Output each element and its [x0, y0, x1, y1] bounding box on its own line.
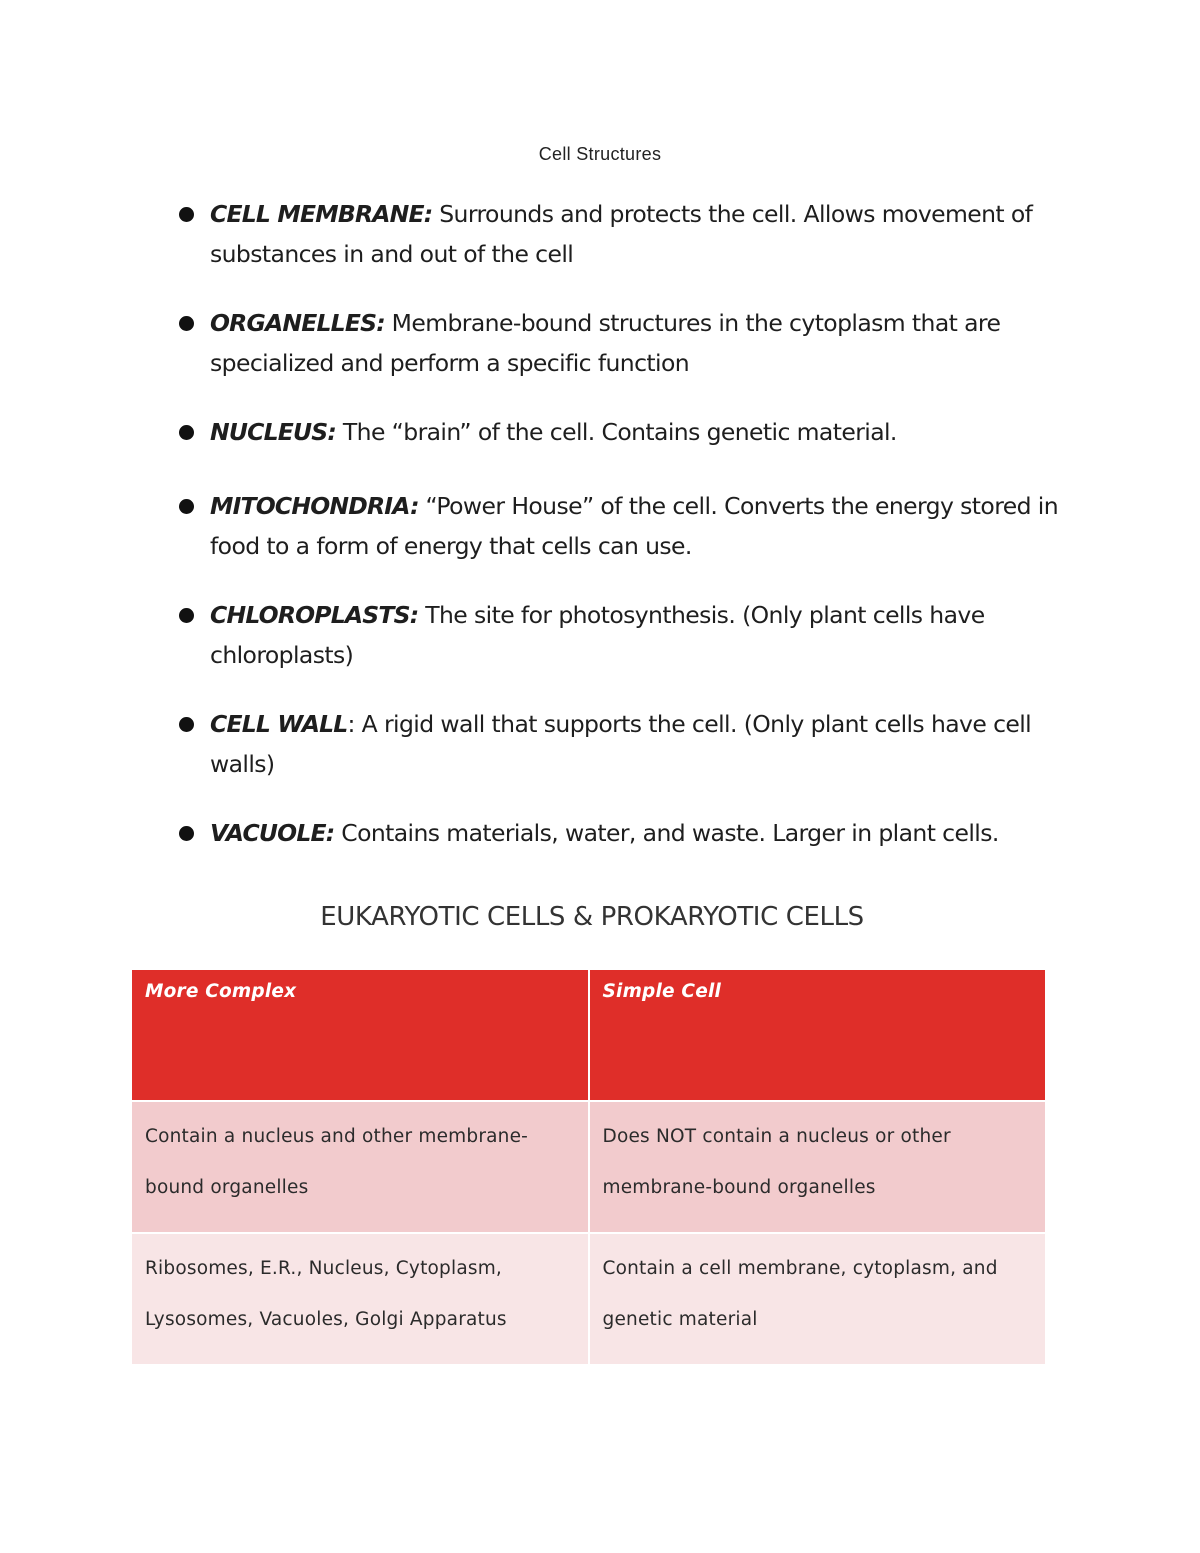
- list-item: [176, 194, 1076, 274]
- table-cell: Does NOT contain a nucleus or other membrane-bound organelles: [589, 1101, 1047, 1233]
- bullet-icon: [179, 499, 194, 514]
- bullet-icon: [179, 717, 194, 732]
- table-header-cell: Simple Cell: [589, 969, 1047, 1101]
- term-definition: Surrounds and protects the cell. Allows movement of substances in and out of the cell: [210, 200, 1033, 268]
- bullet-icon: [179, 316, 194, 331]
- term-name: ORGANELLES:: [210, 309, 385, 337]
- comparison-table: [130, 968, 1047, 1366]
- table-header-row: [131, 969, 1046, 1101]
- table-header-cell: More Complex: [131, 969, 589, 1101]
- term-definition: The “brain” of the cell. Contains genetic material.: [336, 418, 897, 446]
- term-name: NUCLEUS:: [210, 418, 337, 446]
- term-definition: : A rigid wall that supports the cell. (Only plant cells have cell walls): [210, 710, 1032, 778]
- table-cell: Contain a nucleus and other membrane-bound organelles: [131, 1101, 589, 1233]
- list-item: [176, 595, 1076, 675]
- table-heading: EUKARYOTIC CELLS & PROKARYOTIC CELLS: [320, 902, 864, 932]
- list-item: [176, 303, 1076, 383]
- term-name: CELL MEMBRANE:: [210, 200, 433, 228]
- term-definition: The site for photosynthesis. (Only plant cells have chloroplasts): [210, 601, 985, 669]
- list-item: [176, 486, 1076, 566]
- term-definition: “Power House” of the cell. Converts the energy stored in food to a form of energy that cells can use.: [210, 492, 1059, 560]
- list-item: [176, 412, 1076, 452]
- table-row: [131, 1233, 1046, 1365]
- table-cell: Contain a cell membrane, cytoplasm, and genetic material: [589, 1233, 1047, 1365]
- term-name: MITOCHONDRIA:: [210, 492, 419, 520]
- bullet-icon: [179, 425, 194, 440]
- bullet-icon: [179, 608, 194, 623]
- cell-structure-list: [176, 194, 1076, 882]
- document-title: Cell Structures: [538, 144, 662, 164]
- term-name: CELL WALL: [210, 710, 348, 738]
- term-definition: Contains materials, water, and waste. Larger in plant cells.: [334, 819, 999, 847]
- list-item: [176, 813, 1076, 853]
- table-row: [131, 1101, 1046, 1233]
- table-cell: Ribosomes, E.R., Nucleus, Cytoplasm, Lysosomes, Vacuoles, Golgi Apparatus: [131, 1233, 589, 1365]
- bullet-icon: [179, 826, 194, 841]
- term-name: VACUOLE:: [210, 819, 335, 847]
- bullet-icon: [179, 207, 194, 222]
- term-definition: Membrane-bound structures in the cytoplasm that are specialized and perform a specific function: [210, 309, 1001, 377]
- list-item: [176, 704, 1076, 784]
- term-name: CHLOROPLASTS:: [210, 601, 419, 629]
